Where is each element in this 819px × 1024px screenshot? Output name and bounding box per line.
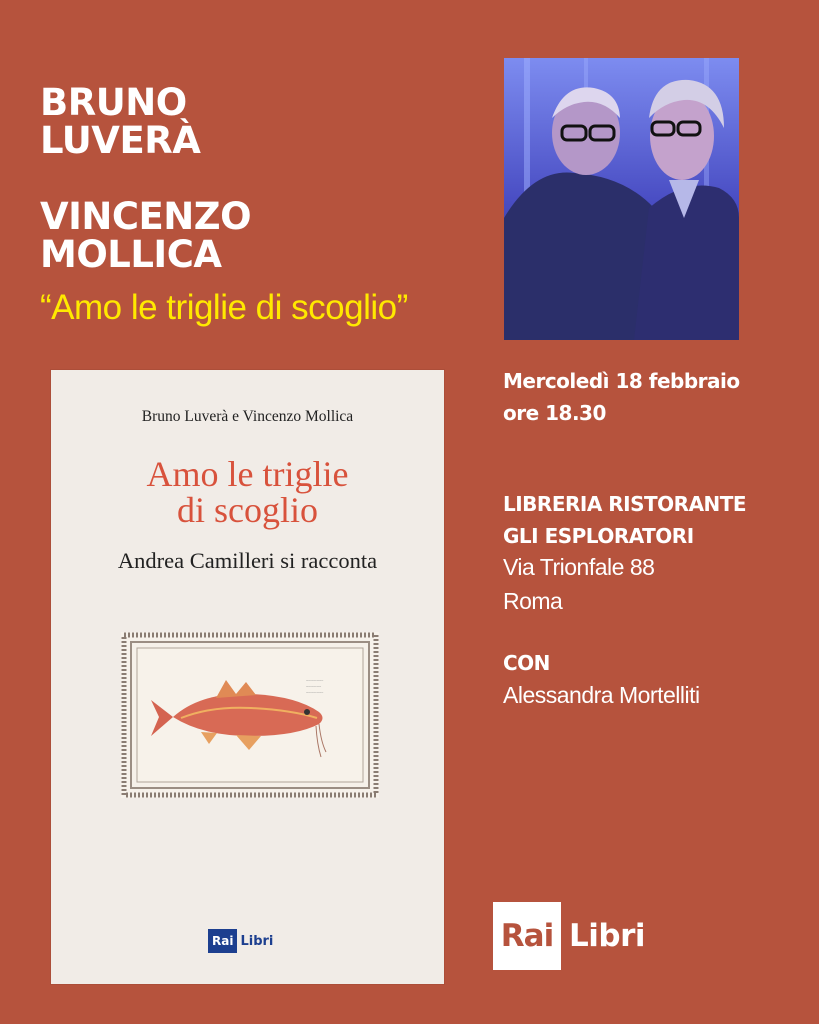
- event-address: [503, 550, 654, 618]
- book-subtitle: Andrea Camilleri si racconta: [117, 548, 378, 573]
- book-title-line-1: Amo le triglie: [146, 454, 349, 494]
- event-date: Mercoledì 18 febbraio: [503, 369, 740, 393]
- event-time: ore 18.30: [503, 401, 606, 425]
- address-city: Roma: [503, 588, 563, 614]
- photo-illustration: [504, 58, 739, 340]
- venue-line-2: GLI ESPLORATORI: [503, 524, 694, 548]
- book-rai-mark: Rai: [208, 929, 237, 953]
- svg-text:~~~~~~~~: ~~~~~~~~: [306, 678, 324, 683]
- address-street: Via Trionfale 88: [503, 554, 655, 580]
- author-name-1: [40, 81, 201, 162]
- book-title: [51, 456, 444, 528]
- book-cover: [51, 370, 444, 984]
- author-1-first: BRUNO: [40, 81, 187, 124]
- author-2-first: VINCENZO: [40, 195, 252, 238]
- author-name-2: [40, 195, 252, 276]
- svg-text:~~~~~~~~: ~~~~~~~~: [306, 690, 324, 695]
- with-label-text: CON: [503, 651, 550, 675]
- book-authors: Bruno Luverà e Vincenzo Mollica: [141, 408, 354, 425]
- fish-illustration: [121, 632, 379, 798]
- moderator-name: [503, 678, 700, 712]
- venue-line-1: LIBRERIA RISTORANTE: [503, 492, 747, 516]
- moderator-name-text: Alessandra Mortelliti: [503, 682, 700, 708]
- event-datetime: [503, 365, 740, 429]
- event-venue: [503, 488, 746, 552]
- book-libri-mark: Libri: [240, 933, 274, 949]
- libri-mark: Libri: [569, 918, 645, 954]
- author-1-last: LUVERÀ: [40, 119, 201, 162]
- event-subtitle: “Amo le triglie di scoglio”: [40, 288, 408, 327]
- authors-photo: [504, 58, 739, 340]
- with-label: [503, 647, 550, 679]
- book-publisher-logo: [208, 926, 273, 956]
- svg-text:~~~~~~~: ~~~~~~~: [306, 684, 322, 689]
- rai-libri-logo: [493, 902, 645, 970]
- rai-mark: Rai: [493, 902, 561, 970]
- book-title-line-2: di scoglio: [177, 490, 318, 530]
- author-2-last: MOLLICA: [40, 233, 222, 276]
